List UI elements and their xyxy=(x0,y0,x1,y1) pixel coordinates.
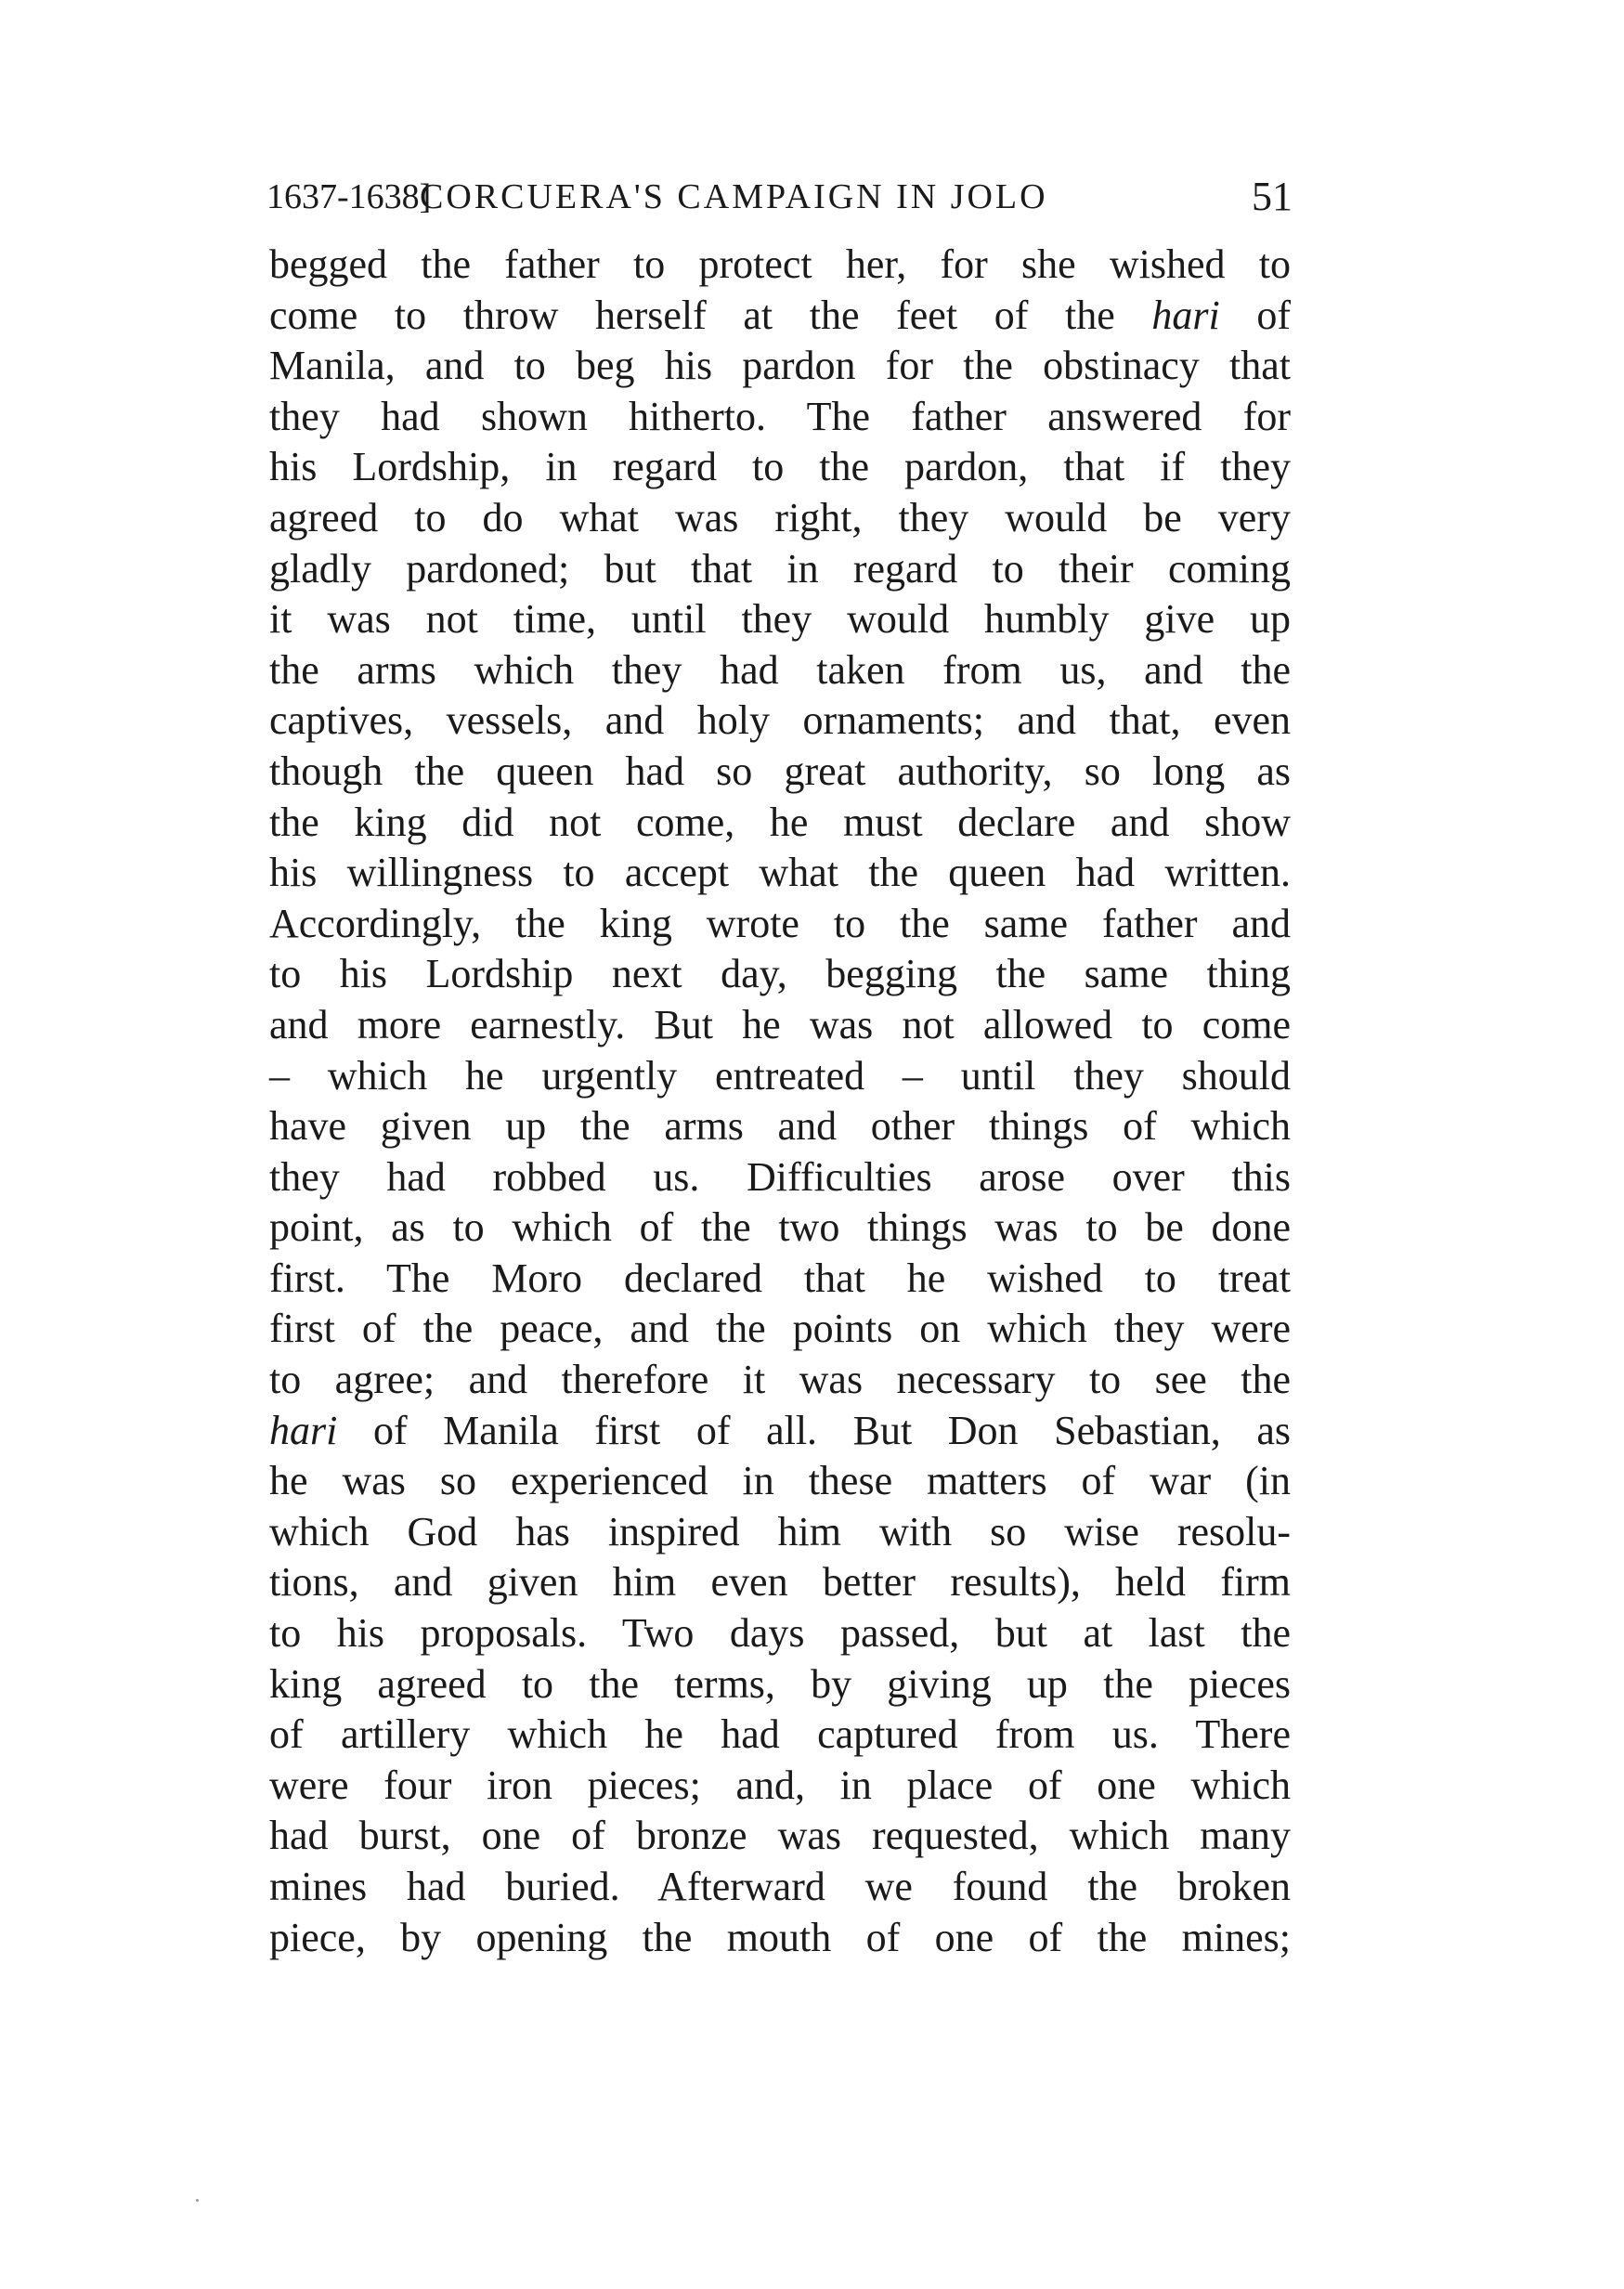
text-line: which God has inspired him with so wise resolu- xyxy=(269,1508,1291,1554)
text-line: the king did not come, he must declare and show xyxy=(269,799,1291,845)
text-line: mines had buried. Afterward we found the broken xyxy=(269,1864,1291,1909)
text-line: point, as to which of the two things was to be done xyxy=(269,1204,1291,1251)
text-line: Manila, and to beg his pardon for the obstinacy that xyxy=(269,343,1291,389)
text-line: agreed to do what was right, they would be very xyxy=(269,494,1291,540)
text-line: to agree; and therefore it was necessary to see the xyxy=(269,1357,1291,1403)
text-line: to his proposals. Two days passed, but at last the xyxy=(269,1610,1291,1657)
text-line: of artillery which he had captured from us. There xyxy=(269,1711,1291,1758)
text-line: first. The Moro declared that he wished to treat xyxy=(269,1255,1291,1301)
running-head xyxy=(266,169,1293,225)
print-speck xyxy=(196,2199,199,2202)
text-line: his Lordship, in regard to the pardon, that if they xyxy=(269,444,1291,490)
text-line: captives, vessels, and holy ornaments; and that, even xyxy=(269,697,1291,744)
text-line: had burst, one of bronze was requested, which many xyxy=(269,1813,1291,1859)
text-line: begged the father to protect her, for she wished to xyxy=(269,241,1291,287)
header-title: CORCUERA'S CAMPAIGN IN JOLO xyxy=(420,177,1048,216)
text-line: to his Lordship next day, begging the same thing xyxy=(269,951,1291,997)
body-text xyxy=(269,240,1291,1963)
text-line: tions, and given him even better results), held firm xyxy=(269,1559,1291,1606)
text-line: they had shown hitherto. The father answered for xyxy=(269,393,1291,439)
text-line: – which he urgently entreated – until they should xyxy=(269,1052,1291,1099)
header-years: 1637-1638] xyxy=(266,177,432,216)
text-line: have given up the arms and other things of which xyxy=(269,1103,1291,1150)
text-line: though the queen had so great authority, so long as xyxy=(269,748,1291,794)
text-line: and more earnestly. But he was not allowed to come xyxy=(269,1001,1291,1047)
text-line: his willingness to accept what the queen had written. xyxy=(269,850,1291,896)
page-number: 51 xyxy=(1252,174,1293,219)
italic-word: hari xyxy=(1151,292,1220,338)
text-line: king agreed to the terms, by giving up the pieces xyxy=(269,1660,1291,1707)
text-line: they had robbed us. Difficulties arose over this xyxy=(269,1153,1291,1200)
text-line: he was so experienced in these matters of war (in xyxy=(269,1458,1291,1504)
text-line: were four iron pieces; and, in place of one which xyxy=(269,1762,1291,1808)
text-line: Accordingly, the king wrote to the same father and xyxy=(269,900,1291,946)
text-line: it was not time, until they would humbly give up xyxy=(269,596,1291,643)
italic-word: hari xyxy=(269,1407,338,1453)
text-line: the arms which they had taken from us, and the xyxy=(269,646,1291,693)
text-line: come to throw herself at the feet of the hari of xyxy=(269,292,1291,338)
text-line: piece, by opening the mouth of one of the mines; xyxy=(269,1914,1291,1960)
text-line: gladly pardoned; but that in regard to their coming xyxy=(269,545,1291,592)
text-line: first of the peace, and the points on which they were xyxy=(269,1306,1291,1352)
text-line: hari of Manila first of all. But Don Sebastian, as xyxy=(269,1407,1291,1453)
